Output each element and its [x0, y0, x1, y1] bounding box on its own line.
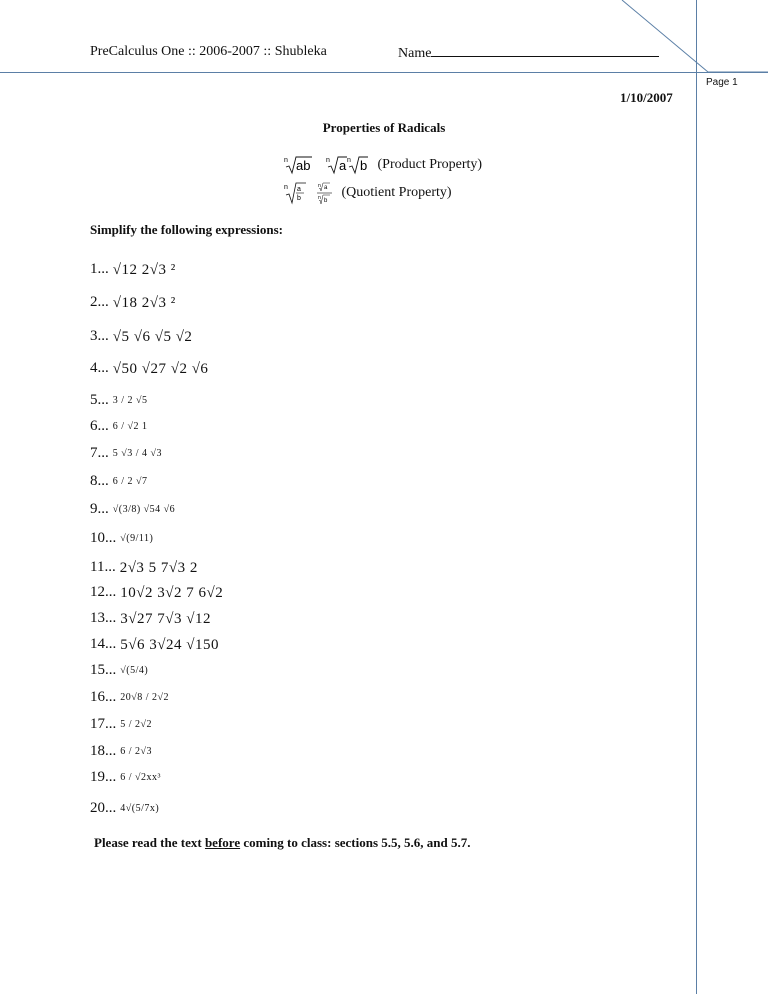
problem-item — [90, 658, 148, 682]
margin-rule — [696, 0, 697, 994]
problem-number: 16... — [90, 689, 117, 705]
problem-expression: 2√3 5 7√3 2 — [119, 559, 198, 576]
problem-item — [90, 739, 152, 763]
quotient-property-label: (Quotient Property) — [341, 185, 452, 201]
problem-number: 20... — [90, 800, 117, 816]
problem-item — [90, 580, 223, 604]
problem-item — [90, 555, 198, 579]
problem-expression: 4√(5/7x) — [120, 802, 160, 814]
quotient-index-2: n — [318, 183, 321, 189]
quotient-index-3: n — [318, 195, 321, 201]
problem-expression: √50 √27 √2 √6 — [112, 360, 209, 377]
problem-number: 15... — [90, 662, 117, 678]
quotient-denominator: b — [297, 195, 301, 202]
problem-expression: 6 / √2xx³ — [120, 771, 162, 783]
problem-number: 8... — [90, 473, 109, 489]
problem-expression: 6 / 2 √7 — [112, 475, 148, 487]
problem-item — [90, 388, 148, 412]
quotient-top-radicand: a — [324, 185, 328, 191]
problem-number: 12... — [90, 584, 117, 600]
course-header: PreCalculus One :: 2006-2007 :: Shubleka — [90, 44, 327, 59]
problem-item — [90, 765, 161, 789]
problem-item — [90, 497, 175, 521]
problem-item — [90, 414, 148, 438]
problem-expression: 3√27 7√3 √12 — [120, 610, 211, 627]
problem-item — [90, 469, 148, 493]
problem-item — [90, 712, 152, 736]
problem-item — [90, 441, 162, 465]
problem-number: 4... — [90, 360, 109, 376]
page-title: Properties of Radicals — [322, 120, 446, 135]
problem-number: 11... — [90, 559, 116, 575]
product-index-2: n — [326, 157, 330, 164]
problem-expression: √(5/4) — [120, 664, 149, 676]
problem-item — [90, 796, 159, 820]
name-label: Name — [398, 46, 432, 61]
problem-item — [90, 324, 192, 348]
problem-expression: √5 √6 √5 √2 — [112, 328, 193, 345]
footer-text-underlined: before — [204, 835, 241, 850]
problem-expression: √18 2√3 ² — [112, 294, 176, 311]
quotient-numerator: a — [297, 186, 301, 193]
reading-assignment — [94, 835, 470, 851]
problem-number: 2... — [90, 294, 109, 310]
footer-text-pre: Please read the text — [94, 835, 205, 850]
product-formula — [284, 154, 374, 176]
problem-number: 5... — [90, 392, 109, 408]
problem-number: 1... — [90, 261, 109, 277]
problem-item — [90, 356, 208, 380]
problem-expression: 6 / √2 1 — [112, 420, 148, 432]
product-property-label: (Product Property) — [377, 157, 483, 173]
problem-number: 7... — [90, 445, 109, 461]
problem-number: 13... — [90, 610, 117, 626]
name-field — [398, 44, 659, 62]
instructions: Simplify the following expressions: — [90, 222, 283, 237]
problem-number: 6... — [90, 418, 109, 434]
problem-number: 19... — [90, 769, 117, 785]
problem-item — [90, 526, 153, 550]
product-left-radicand: ab — [296, 158, 311, 173]
quotient-index-1: n — [284, 184, 288, 191]
problem-item — [90, 685, 169, 709]
problem-number: 3... — [90, 328, 109, 344]
problem-expression: √(9/11) — [120, 532, 154, 544]
problem-item — [90, 257, 176, 281]
problem-expression: √(3/8) √54 √6 — [112, 503, 176, 515]
problem-expression: √12 2√3 ² — [112, 261, 176, 278]
product-index-3: n — [347, 157, 351, 164]
problem-item — [90, 606, 211, 630]
problem-expression: 6 / 2√3 — [120, 745, 153, 757]
problem-number: 9... — [90, 501, 109, 517]
document-date: 1/10/2007 — [620, 90, 673, 105]
product-radicand-b: b — [360, 158, 368, 173]
quotient-property — [284, 180, 452, 206]
problem-expression: 5 / 2√2 — [120, 718, 153, 730]
quotient-formula — [284, 180, 338, 206]
problem-number: 14... — [90, 636, 117, 652]
problem-expression: 5√6 3√24 √150 — [120, 636, 219, 653]
problem-expression: 20√8 / 2√2 — [120, 691, 170, 703]
problem-number: 10... — [90, 530, 117, 546]
product-index-1: n — [284, 157, 288, 164]
name-blank-line — [431, 44, 659, 57]
product-radicand-a: a — [339, 158, 347, 173]
problem-item — [90, 290, 176, 314]
footer-text-post: coming to class: sections 5.5, 5.6, and 5.7. — [240, 835, 471, 850]
problem-expression: 5 √3 / 4 √3 — [112, 447, 163, 459]
page-number: Page 1 — [706, 77, 738, 88]
quotient-bottom-radicand: b — [324, 198, 328, 204]
problem-item — [90, 632, 219, 656]
problem-number: 17... — [90, 716, 117, 732]
problem-expression: 10√2 3√2 7 6√2 — [120, 584, 224, 601]
product-property — [284, 154, 482, 176]
problem-expression: 3 / 2 √5 — [112, 394, 148, 406]
problem-number: 18... — [90, 743, 117, 759]
